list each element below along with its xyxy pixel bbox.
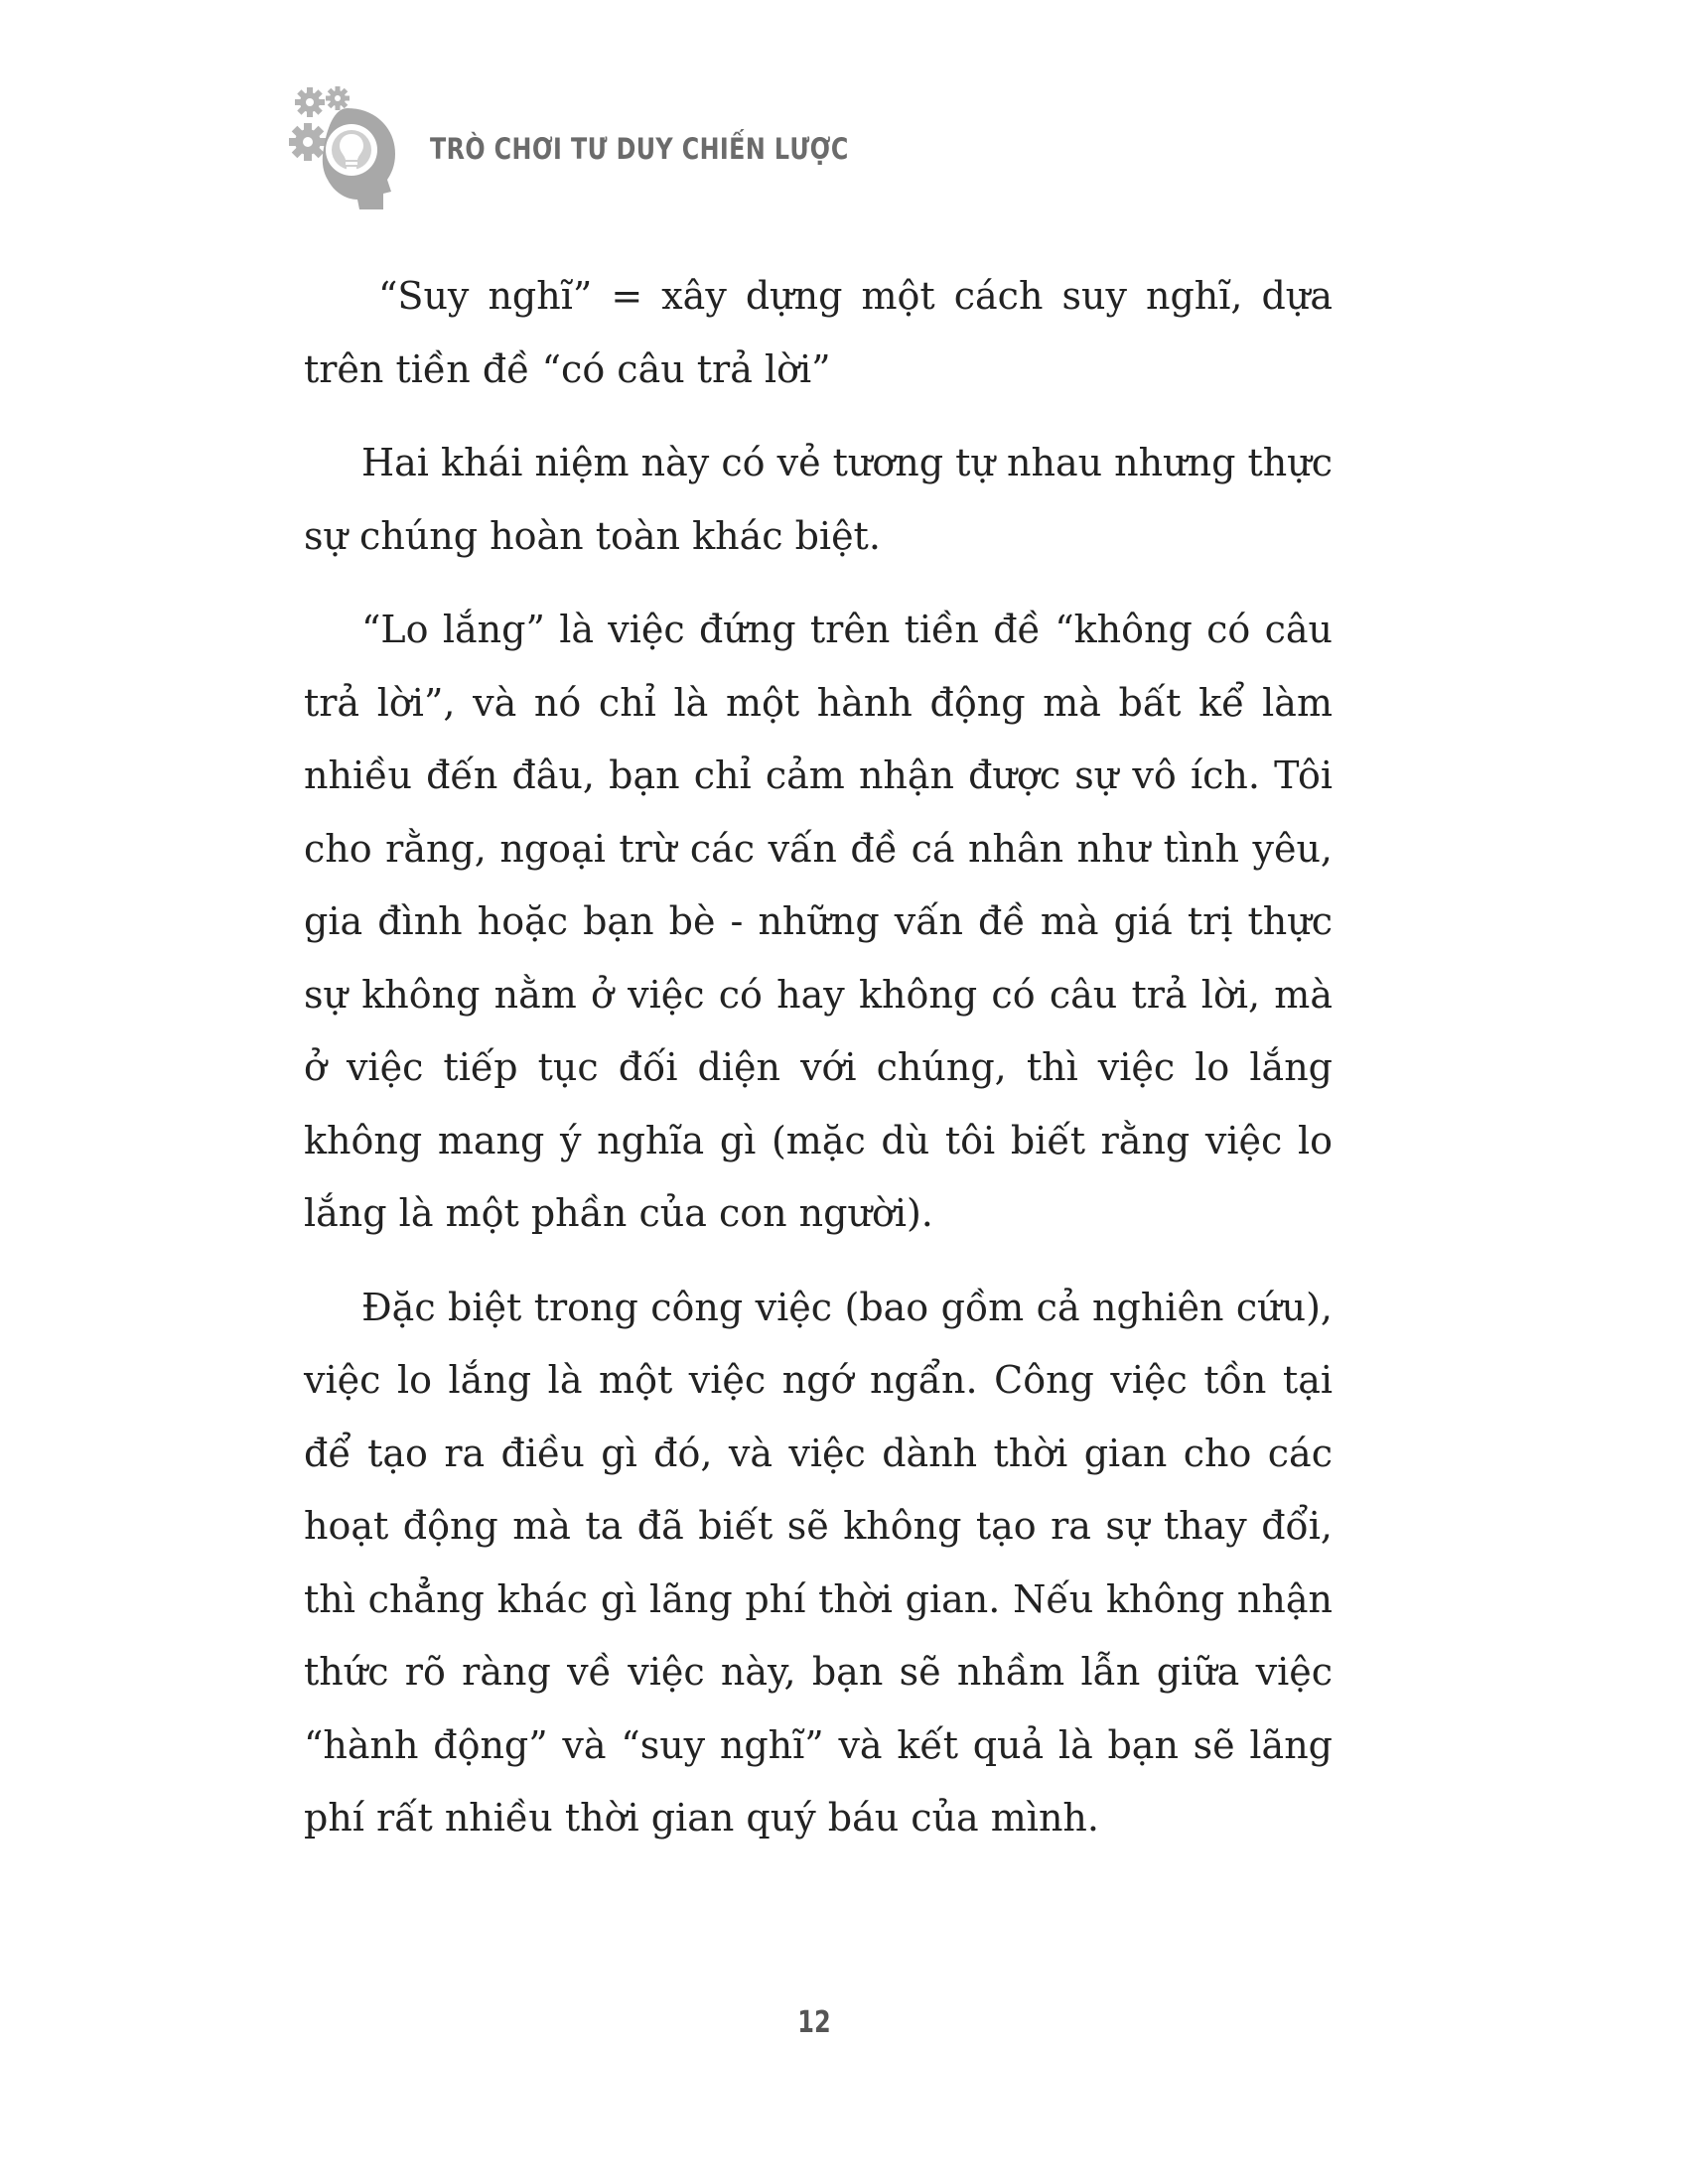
page-number: 12 xyxy=(797,2005,831,2040)
body-text xyxy=(304,260,1333,1876)
paragraph-definition-thinking: “Suy nghĩ” = xây dựng một cách suy nghĩ, dựa trên tiền đề “có câu trả lời” xyxy=(304,274,1333,391)
paragraph-work: Đặc biệt trong công việc (bao gồm cả nghiên cứu), việc lo lắng là một việc ngớ ngẩn. Công việc tồn tại để tạo ra điều gì đó, và việc dành thời gian cho các hoạt động mà ta đã biết sẽ không tạo ra sự thay đổi, thì chẳng khác gì lãng phí thời gian. Nếu không nhận thức rõ ràng về việc này, bạn sẽ nhầm lẫn giữa việc “hành động” và “suy nghĩ” và kết quả là bạn sẽ lãng phí rất nhiều thời gian quý báu của mình. xyxy=(304,1285,1333,1840)
paragraph-comparison: Hai khái niệm này có vẻ tương tự nhau nhưng thực sự chúng hoàn toàn khác biệt. xyxy=(304,441,1333,558)
head-gears-lightbulb-icon xyxy=(288,84,402,213)
paragraph-worrying: “Lo lắng” là việc đứng trên tiền đề “không có câu trả lời”, và nó chỉ là một hành động mà bất kể làm nhiều đến đâu, bạn chỉ cảm nhận được sự vô ích. Tôi cho rằng, ngoại trừ các vấn đề cá nhân như tình yêu, gia đình hoặc bạn bè - những vấn đề mà giá trị thực sự không nằm ở việc có hay không có câu trả lời, mà ở việc tiếp tục đối diện với chúng, thì việc lo lắng không mang ý nghĩa gì (mặc dù tôi biết rằng việc lo lắng là một phần của con người). xyxy=(304,608,1333,1235)
running-header-title: TRÒ CHƠI TƯ DUY CHIẾN LƯỢC xyxy=(430,132,849,166)
running-header xyxy=(288,84,940,213)
